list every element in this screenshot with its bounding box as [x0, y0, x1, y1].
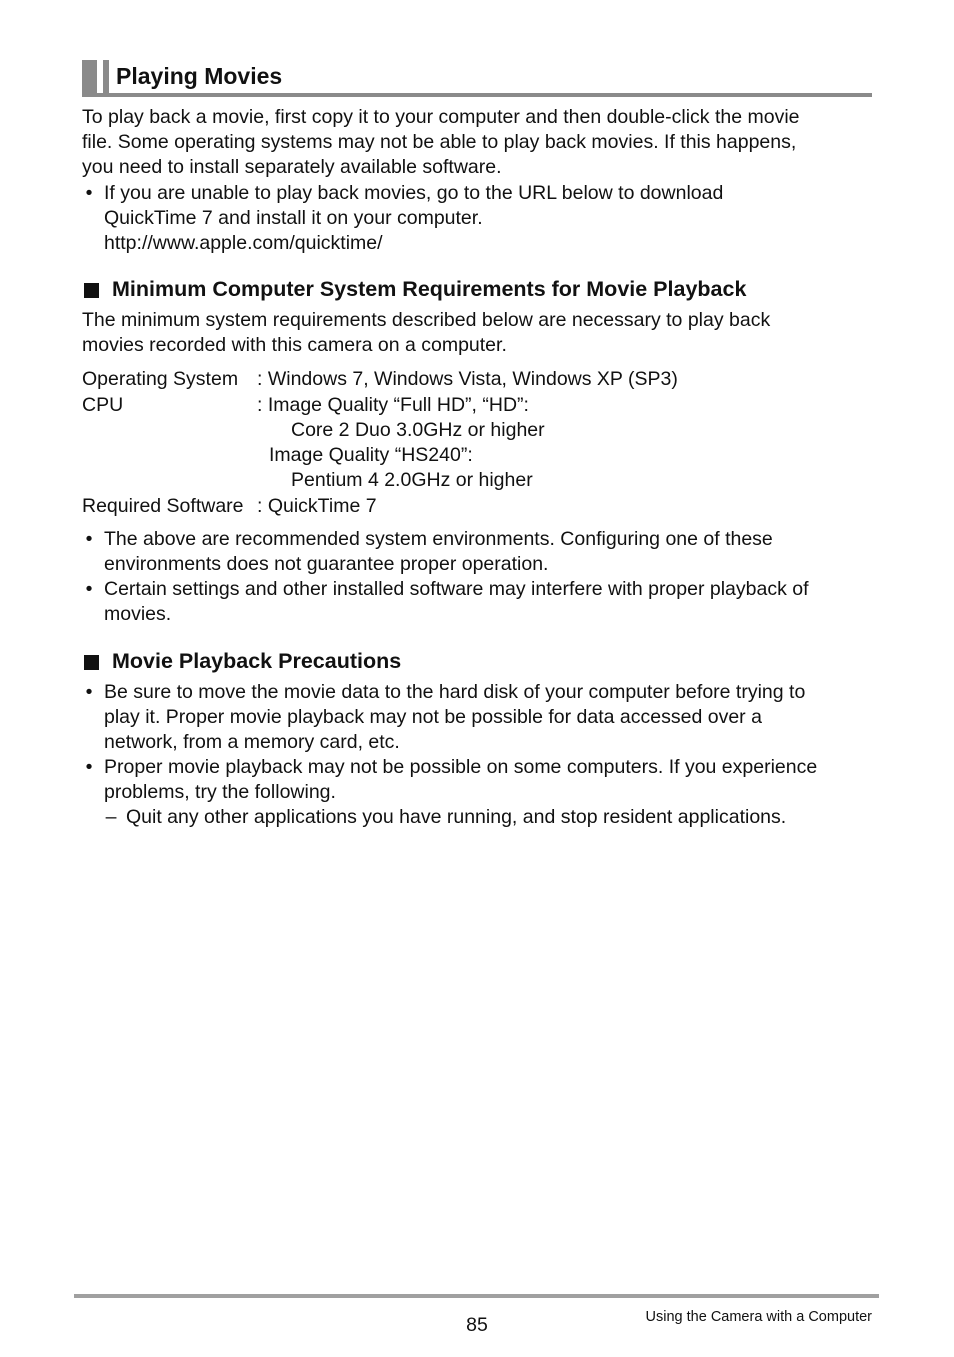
- text-line: file. Some operating systems may not be able to play back movies. If this happens,: [82, 131, 797, 153]
- dash-marker: –: [105, 806, 117, 828]
- text-line: environments does not guarantee proper operation.: [104, 553, 549, 575]
- text-line: The above are recommended system environments. Configuring one of these: [104, 528, 773, 550]
- page-title: Playing Movies: [116, 63, 283, 89]
- text-line: If you are unable to play back movies, go to the URL below to download: [104, 182, 724, 204]
- cpu-value: Image Quality “HS240”:: [269, 444, 473, 466]
- footer-divider: [74, 1294, 879, 1298]
- text-line: QuickTime 7 and install it on your computer.: [104, 207, 483, 229]
- text-line: To play back a movie, first copy it to your computer and then double-click the movie: [82, 106, 800, 128]
- software-label: Required Software: [82, 495, 244, 517]
- footer-section-label: Using the Camera with a Computer: [645, 1309, 872, 1325]
- intro-paragraph: [82, 105, 800, 180]
- heading-underline: [82, 93, 872, 97]
- bullet-marker: •: [85, 681, 93, 703]
- os-value: : Windows 7, Windows Vista, Windows XP (SP3): [257, 368, 678, 390]
- page-number: 85: [466, 1314, 488, 1336]
- heading-bar-decoration: [82, 60, 97, 94]
- text-line: The minimum system requirements described below are necessary to play back: [82, 309, 771, 331]
- requirements-title: Minimum Computer System Requirements for Movie Playback: [112, 277, 747, 301]
- bullet-marker: •: [85, 182, 93, 204]
- cpu-label: CPU: [82, 394, 124, 416]
- text-line: Quit any other applications you have running, and stop resident applications.: [126, 806, 787, 828]
- section-heading: [82, 58, 872, 98]
- text-line: problems, try the following.: [104, 781, 336, 803]
- bullet-marker: •: [85, 578, 93, 600]
- software-value: : QuickTime 7: [257, 495, 377, 517]
- text-line: play it. Proper movie playback may not be possible for data accessed over a: [104, 706, 762, 728]
- cpu-value: Core 2 Duo 3.0GHz or higher: [291, 419, 545, 441]
- text-line: you need to install separately available software.: [82, 156, 502, 178]
- heading-bar-decoration: [103, 60, 109, 94]
- text-line: movies.: [104, 603, 172, 625]
- square-bullet-icon: [84, 655, 99, 670]
- bullet-marker: •: [85, 528, 93, 550]
- text-line: Be sure to move the movie data to the hard disk of your computer before trying to: [104, 681, 806, 703]
- bullet-marker: •: [85, 756, 93, 778]
- url-text: http://www.apple.com/quicktime/: [104, 232, 383, 254]
- os-label: Operating System: [82, 368, 239, 390]
- cpu-value: Pentium 4 2.0GHz or higher: [291, 469, 533, 491]
- precautions-title: Movie Playback Precautions: [112, 649, 402, 673]
- text-line: Proper movie playback may not be possible on some computers. If you experience: [104, 756, 818, 778]
- cpu-value: : Image Quality “Full HD”, “HD”:: [257, 394, 529, 416]
- square-bullet-icon: [84, 283, 99, 298]
- text-line: movies recorded with this camera on a computer.: [82, 334, 507, 356]
- text-line: network, from a memory card, etc.: [104, 731, 400, 753]
- text-line: Certain settings and other installed software may interfere with proper playback of: [104, 578, 809, 600]
- requirements-description: [82, 308, 770, 358]
